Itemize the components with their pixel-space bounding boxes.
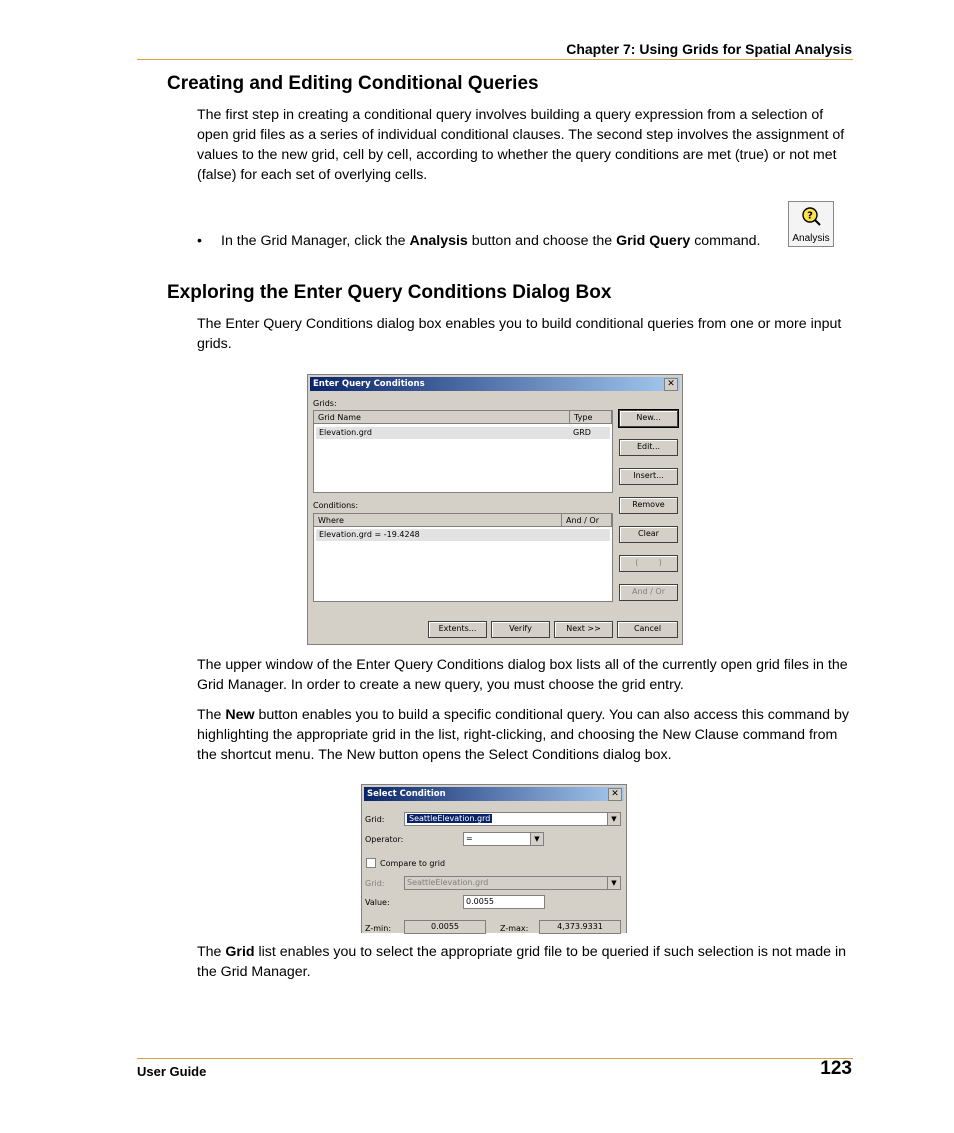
and-or-button[interactable]: And / Or <box>619 584 678 601</box>
value-label: Value: <box>365 898 390 907</box>
compare-to-grid-label: Compare to grid <box>380 859 446 868</box>
grid-row-type: GRD <box>573 428 591 437</box>
column-header-and-or[interactable]: And / Or <box>562 514 612 527</box>
clear-button[interactable]: Clear <box>619 526 678 543</box>
column-header-where[interactable]: Where <box>314 514 562 527</box>
close-icon[interactable]: ✕ <box>664 378 678 391</box>
grid2-select[interactable] <box>404 876 621 890</box>
condition-row-where: Elevation.grd = -19.4248 <box>319 530 420 539</box>
grid-row[interactable] <box>316 427 610 439</box>
dialog-intro-paragraph: The Enter Query Conditions dialog box enables you to build conditional queries from one or more input grids. <box>197 316 842 352</box>
dialog-title: Select Condition <box>367 789 446 799</box>
chapter-header: Chapter 7: Using Grids for Spatial Analysis <box>566 41 852 57</box>
footer-label: User Guide <box>137 1064 207 1079</box>
dialog-title: Enter Query Conditions <box>313 379 425 389</box>
grids-list[interactable] <box>313 410 613 493</box>
bullet-dot: • <box>197 233 202 249</box>
value-input[interactable] <box>463 895 545 909</box>
enter-query-conditions-dialog <box>307 374 683 645</box>
dialog-titlebar <box>310 377 680 391</box>
header-rule <box>137 59 853 60</box>
intro-paragraph: The first step in creating a conditional query involves building a query expression from a selection of open grid files as a series of individual conditional clauses. The second step involves the assignment of values to the new grid, cell by cell, according to whether the query conditions are met (true) or not met (false) for each set of overlying cells. <box>197 107 845 183</box>
parentheses-button[interactable]: ( ) <box>619 555 678 572</box>
zmin-value: 0.0055 <box>404 920 486 934</box>
remove-button[interactable]: Remove <box>619 497 678 514</box>
grids-label: Grids: <box>313 399 337 408</box>
section-heading-creating: Creating and Editing Conditional Queries <box>167 73 539 94</box>
extents-button[interactable]: Extents... <box>428 621 487 638</box>
verify-button[interactable]: Verify <box>491 621 550 638</box>
chevron-down-icon[interactable]: ▼ <box>530 833 543 845</box>
condition-row[interactable] <box>316 529 610 541</box>
svg-text:?: ? <box>807 210 813 222</box>
cancel-button[interactable]: Cancel <box>617 621 678 638</box>
chevron-down-icon[interactable]: ▼ <box>607 877 620 889</box>
insert-button[interactable]: Insert... <box>619 468 678 485</box>
grid2-label: Grid: <box>365 879 385 888</box>
operator-label: Operator: <box>365 835 404 844</box>
column-header-type[interactable]: Type <box>570 411 612 424</box>
query-magnifier-icon <box>801 206 821 226</box>
edit-button[interactable]: Edit... <box>619 439 678 456</box>
grid-list-paragraph: The Grid list enables you to select the appropriate grid file to be queried if such selection is not made in the Grid Manager. <box>197 944 847 980</box>
grid-row-name: Elevation.grd <box>319 428 373 437</box>
analysis-button[interactable] <box>788 201 834 247</box>
footer-rule <box>137 1058 853 1059</box>
close-icon[interactable]: ✕ <box>608 788 622 801</box>
zmax-label: Z-max: <box>500 924 529 933</box>
column-header-grid-name[interactable]: Grid Name <box>314 411 570 424</box>
grid2-select-value: SeattleElevation.grd <box>407 878 489 887</box>
zmax-value: 4,373.9331 <box>539 920 621 934</box>
value-input-text: 0.0055 <box>466 897 494 906</box>
dialog-titlebar <box>364 787 624 801</box>
chevron-down-icon[interactable]: ▼ <box>607 813 620 825</box>
next-button[interactable]: Next >> <box>554 621 613 638</box>
new-button-paragraph: The New button enables you to build a specific conditional query. You can also access this command by highlighting the appropriate grid in the list, right-clicking, and choosing the New Clause command from the shortcut menu. The New button opens the Select Conditions dialog box. <box>197 707 849 763</box>
select-condition-dialog <box>361 784 627 933</box>
bullet-text: In the Grid Manager, click the Analysis button and choose the Grid Query command. <box>221 233 761 249</box>
new-button[interactable]: New... <box>619 410 678 427</box>
conditions-label: Conditions: <box>313 501 359 510</box>
conditions-list[interactable] <box>313 513 613 602</box>
analysis-button-label: Analysis <box>792 233 830 244</box>
grid-select-value: SeattleElevation.grd <box>409 814 491 823</box>
grid-label: Grid: <box>365 815 385 824</box>
section-heading-exploring: Exploring the Enter Query Conditions Dialog Box <box>167 282 612 303</box>
page-number: 123 <box>820 1058 852 1079</box>
zmin-label: Z-min: <box>365 924 392 933</box>
operator-select[interactable] <box>463 832 544 846</box>
upper-window-paragraph: The upper window of the Enter Query Conditions dialog box lists all of the currently open grid files in the Grid Manager. In order to create a new query, you must choose the grid entry. <box>197 657 848 693</box>
compare-to-grid-checkbox[interactable] <box>366 858 376 868</box>
operator-select-value: = <box>466 834 473 843</box>
grid-select[interactable] <box>404 812 621 826</box>
